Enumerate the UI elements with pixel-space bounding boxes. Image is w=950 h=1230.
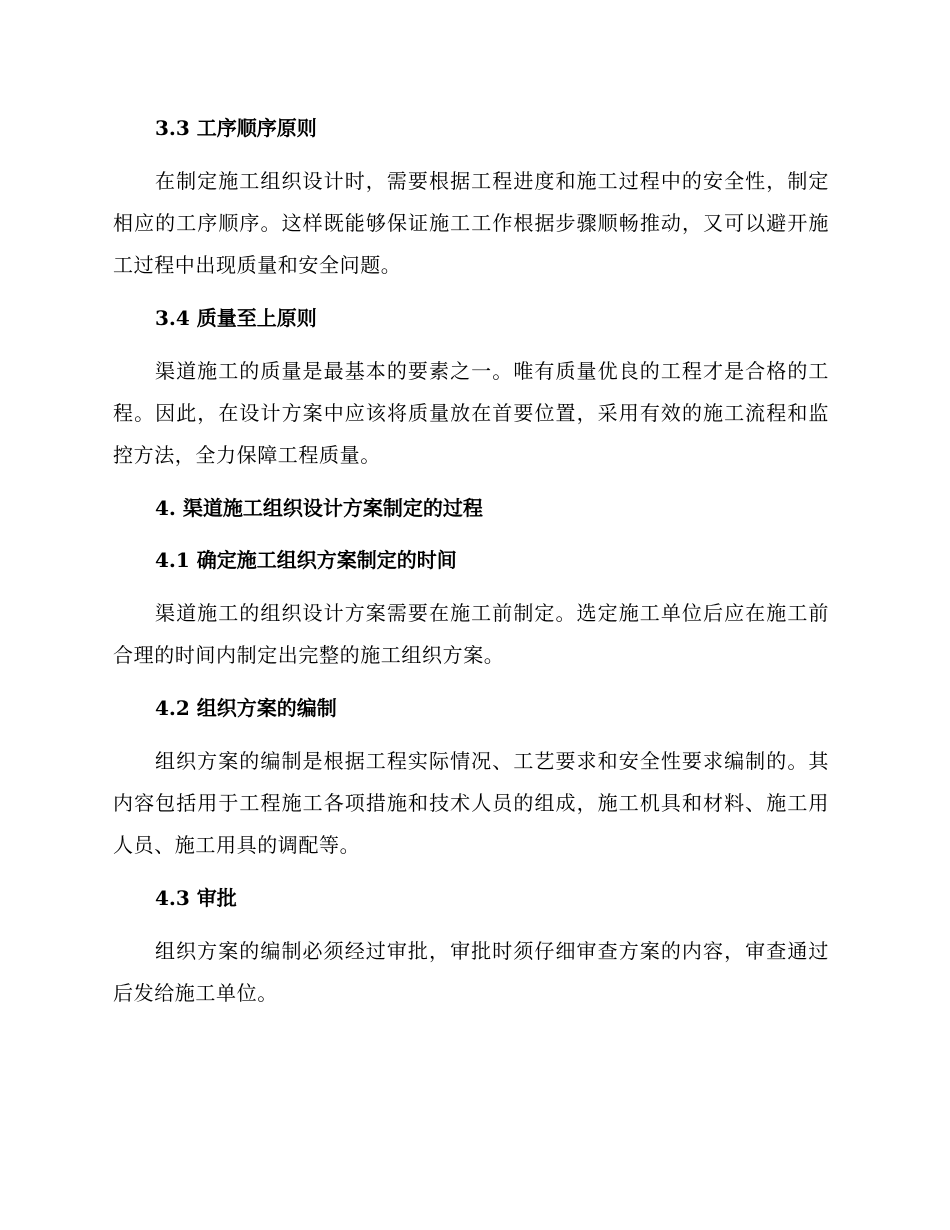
paragraph-quality-first: 渠道施工的质量是最基本的要素之一。唯有质量优良的工程才是合格的工程。因此，在设计方案中应该将质量放在首要位置，采用有效的施工流程和监控方法，全力保障工程质量。 [113, 359, 829, 467]
section-heading-3-3: 3.3 工序顺序原则 [155, 116, 317, 140]
section-heading-4: 4. 渠道施工组织设计方案制定的过程 [155, 496, 483, 520]
section-heading-3-4: 3.4 质量至上原则 [155, 306, 317, 330]
section-heading-4-1: 4.1 确定施工组织方案制定的时间 [155, 548, 457, 572]
section-heading-4-2: 4.2 组织方案的编制 [155, 696, 337, 720]
paragraph-plan-compilation: 组织方案的编制是根据工程实际情况、工艺要求和安全性要求编制的。其内容包括用于工程施工各项措施和技术人员的组成，施工机具和材料、施工用人员、施工用具的调配等。 [113, 749, 829, 857]
paragraph-planning-time: 渠道施工的组织设计方案需要在施工前制定。选定施工单位后应在施工前合理的时间内制定出完整的施工组织方案。 [113, 601, 829, 667]
paragraph-process-order: 在制定施工组织设计时，需要根据工程进度和施工过程中的安全性，制定相应的工序顺序。这样既能够保证施工工作根据步骤顺畅推动，又可以避开施工过程中出现质量和安全问题。 [113, 169, 829, 277]
paragraph-approval: 组织方案的编制必须经过审批，审批时须仔细审查方案的内容，审查通过后发给施工单位。 [113, 939, 829, 1005]
section-heading-4-3: 4.3 审批 [155, 886, 237, 910]
document-page [113, 108, 829, 1026]
